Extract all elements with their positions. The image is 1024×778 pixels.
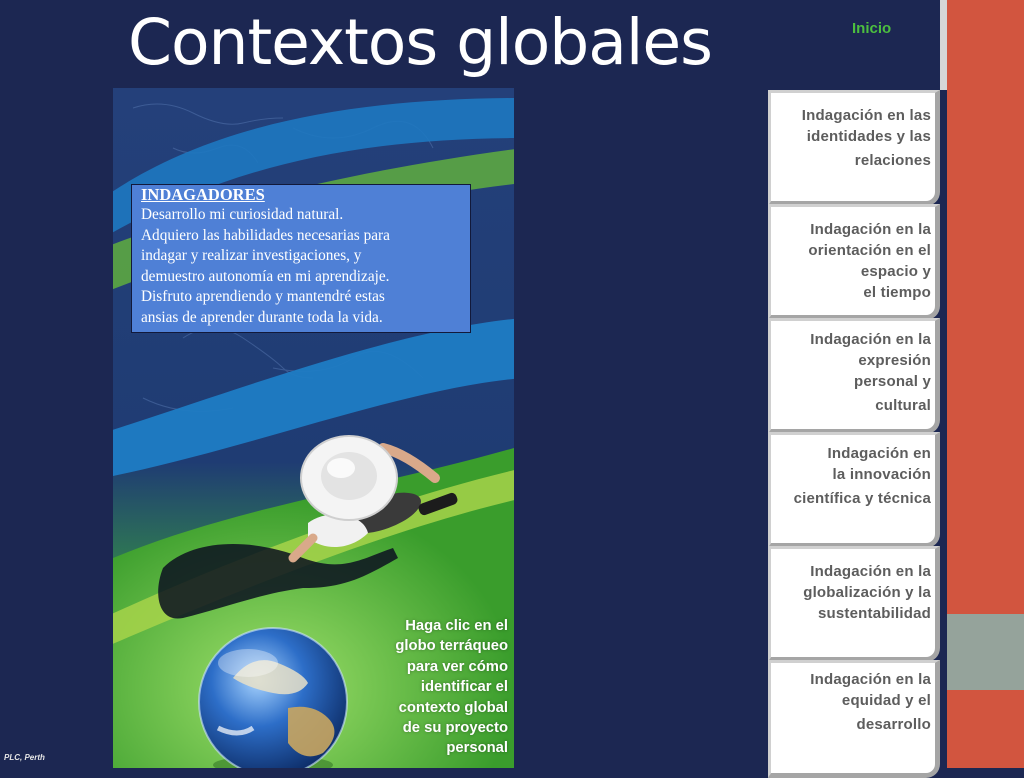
header-shadow	[940, 0, 947, 90]
globe-link[interactable]	[198, 640, 350, 768]
home-link[interactable]: Inicio	[852, 20, 892, 37]
context-tab-orientation[interactable]	[768, 204, 940, 320]
learner-profile-line: demuestro autonomía en mi aprendizaje.	[141, 267, 390, 285]
globe-caption-line: Haga clic en el	[405, 618, 508, 634]
globe-caption	[354, 616, 508, 759]
context-tab-innovation[interactable]	[768, 432, 940, 548]
credit-text: PLC, Perth	[4, 753, 45, 762]
context-tab-label: Indagación en la innovación científica y técnica	[793, 445, 931, 507]
globe-caption-line: globo terráqueo	[395, 638, 508, 655]
context-tab-label: Indagación en la equidad y el desarrollo	[810, 671, 931, 733]
learner-profile-box	[131, 184, 471, 333]
globe-caption-line: personal	[446, 740, 508, 757]
learner-profile-line: Desarrollo mi curiosidad natural.	[141, 206, 344, 223]
page-title: Contextos globales	[128, 6, 712, 79]
learner-profile-title: INDAGADORES	[141, 185, 265, 204]
context-tab-label: Indagación en la globalización y la sustentabilidad	[803, 563, 931, 622]
context-tab-label: Indagación en la expresión personal y cultural	[810, 331, 931, 414]
context-tab-identities[interactable]	[768, 90, 940, 206]
context-tab-globalization[interactable]	[768, 546, 940, 662]
context-tab-expression[interactable]	[768, 318, 940, 434]
globe-caption-line: de su proyecto	[402, 720, 508, 737]
right-accent-band	[947, 614, 1024, 690]
context-tab-label: Indagación en la orientación en el espacio y el tiempo	[808, 221, 931, 301]
learner-profile-line: indagar y realizar investigaciones, y	[141, 247, 362, 265]
learner-profile-line: Adquiero las habilidades necesarias para	[141, 226, 390, 244]
learner-profile-line: Disfruto aprendiendo y mantendré estas	[141, 288, 385, 306]
context-tab-label: Indagación en las identidades y las relaciones	[801, 107, 931, 169]
context-tab-equity[interactable]	[768, 660, 940, 778]
globe-caption-line: contexto global	[398, 699, 508, 716]
globe-caption-line: identificar el	[420, 679, 508, 696]
globe-caption-line: para ver cómo	[406, 658, 508, 675]
learner-profile-line: ansias de aprender durante toda la vida.	[141, 308, 383, 326]
